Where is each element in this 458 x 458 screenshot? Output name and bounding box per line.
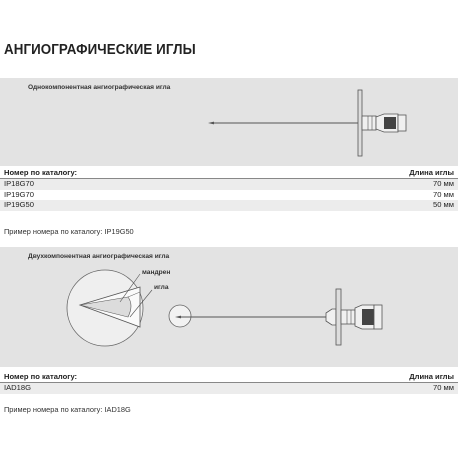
col-length-header: Длина иглы: [409, 372, 454, 381]
catalog-cell: IP18G70: [4, 179, 34, 188]
needle-tip: [208, 122, 214, 125]
catalog-cell: IP19G70: [4, 189, 34, 199]
page-title: АНГИОГРАФИЧЕСКИЕ ИГЛЫ: [4, 42, 196, 58]
length-cell: 70 мм: [433, 383, 454, 392]
needle-hub: [362, 116, 376, 130]
example-catalog-number-double: Пример номера по каталогу: IAD18G: [4, 405, 131, 414]
needle-callout-label: игла: [154, 284, 169, 291]
example-catalog-number-single: Пример номера по каталогу: IP19G50: [4, 227, 134, 236]
needle-flange: [358, 90, 362, 156]
panel-label-double: Двухкомпонентная ангиографическая игла: [28, 253, 170, 260]
length-cell: 50 мм: [433, 200, 454, 209]
table-row: [0, 383, 458, 394]
length-cell: 70 мм: [433, 179, 454, 188]
col-length-header: Длина иглы: [409, 168, 454, 177]
panel-label-single: Однокомпонентная ангиографическая игла: [28, 84, 171, 91]
table-row: [0, 190, 458, 201]
length-cell: 70 мм: [433, 189, 454, 199]
catalog-table-single: [0, 168, 458, 211]
two-component-needle-drawing: [0, 247, 458, 367]
needle-flange: [336, 289, 341, 345]
mandrel-callout-label: мандрен: [142, 269, 171, 276]
table-row: [0, 200, 458, 211]
catalog-cell: IP19G50: [4, 200, 34, 209]
table-header: [0, 372, 458, 383]
catalog-cell: IAD18G: [4, 383, 32, 392]
catalog-table-double: [0, 372, 458, 394]
table-header: [0, 168, 458, 179]
col-catalog-header: Номер по каталогу:: [4, 168, 78, 177]
table-row: [0, 179, 458, 190]
needle-hub: [341, 310, 355, 324]
col-catalog-header: Номер по каталогу:: [4, 372, 78, 381]
single-component-needle-drawing: [0, 78, 458, 166]
